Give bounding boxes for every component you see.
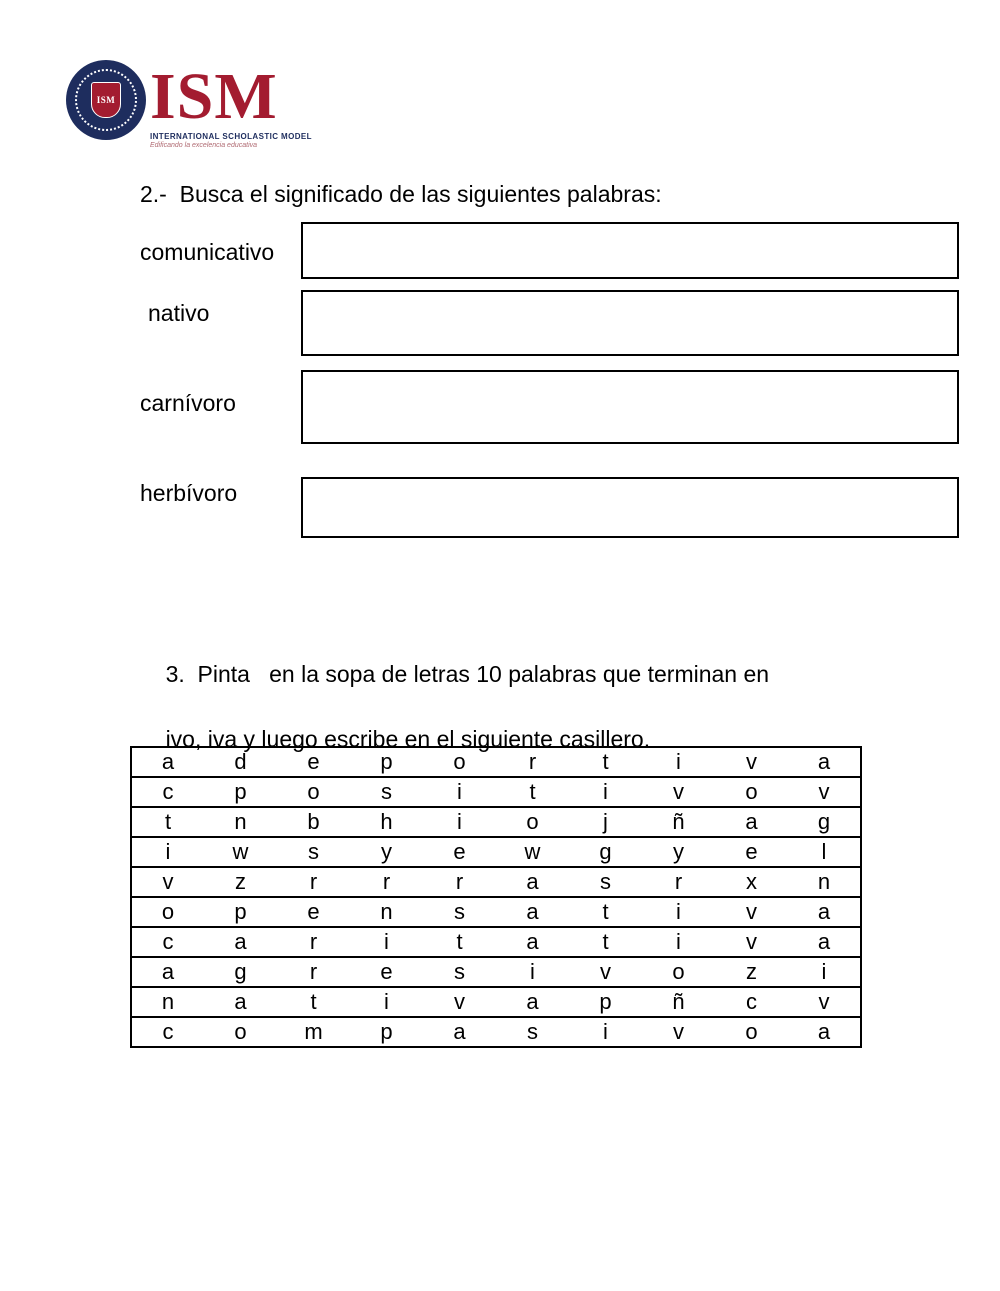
answer-box-comunicativo[interactable] [301,222,959,279]
grid-cell[interactable]: n [131,987,204,1017]
grid-cell[interactable]: s [496,1017,569,1047]
logo-subtitle: INTERNATIONAL SCHOLASTIC MODEL [150,131,312,141]
grid-cell[interactable]: e [423,837,496,867]
grid-cell[interactable]: c [131,927,204,957]
seal-text: ISM [96,95,116,105]
grid-cell[interactable]: i [788,957,861,987]
grid-cell[interactable]: i [423,807,496,837]
grid-row [131,807,861,837]
grid-cell[interactable]: o [642,957,715,987]
grid-cell[interactable]: t [569,897,642,927]
grid-cell[interactable]: h [350,807,423,837]
grid-cell[interactable]: a [788,927,861,957]
answer-box-carnivoro[interactable] [301,370,959,444]
grid-cell[interactable]: v [642,777,715,807]
grid-cell[interactable]: p [350,747,423,777]
grid-cell[interactable]: b [277,807,350,837]
grid-row [131,927,861,957]
grid-cell[interactable]: t [277,987,350,1017]
grid-cell[interactable]: v [569,957,642,987]
grid-cell[interactable]: c [715,987,788,1017]
grid-cell[interactable]: a [204,987,277,1017]
grid-row [131,987,861,1017]
grid-cell[interactable]: a [496,927,569,957]
grid-cell[interactable]: t [496,777,569,807]
grid-cell[interactable]: x [715,867,788,897]
grid-cell[interactable]: r [496,747,569,777]
grid-cell[interactable]: n [788,867,861,897]
grid-cell[interactable]: v [423,987,496,1017]
grid-row [131,1017,861,1047]
grid-cell[interactable]: g [204,957,277,987]
grid-cell[interactable]: a [204,927,277,957]
grid-cell[interactable]: r [277,957,350,987]
grid-cell[interactable]: i [642,747,715,777]
grid-cell[interactable]: v [715,747,788,777]
grid-cell[interactable]: p [569,987,642,1017]
grid-row [131,897,861,927]
grid-cell[interactable]: w [204,837,277,867]
grid-cell[interactable]: i [350,927,423,957]
grid-cell[interactable]: z [715,957,788,987]
grid-cell[interactable]: i [423,777,496,807]
grid-cell[interactable]: e [277,897,350,927]
grid-cell[interactable]: e [277,747,350,777]
grid-cell[interactable]: i [642,927,715,957]
grid-cell[interactable]: i [496,957,569,987]
grid-cell[interactable]: w [496,837,569,867]
school-seal-icon [66,60,146,140]
grid-row [131,867,861,897]
grid-cell[interactable]: ñ [642,987,715,1017]
grid-cell[interactable]: r [423,867,496,897]
grid-cell[interactable]: g [569,837,642,867]
grid-cell[interactable]: d [204,747,277,777]
grid-cell[interactable]: i [642,897,715,927]
grid-cell[interactable]: o [715,1017,788,1047]
grid-cell[interactable]: y [642,837,715,867]
grid-cell[interactable]: c [131,1017,204,1047]
grid-cell[interactable]: m [277,1017,350,1047]
grid-cell[interactable]: p [204,777,277,807]
word-search-grid-body [131,747,861,1047]
grid-row [131,837,861,867]
grid-cell[interactable]: ñ [642,807,715,837]
grid-cell[interactable]: s [423,897,496,927]
grid-cell[interactable]: c [131,777,204,807]
grid-cell[interactable]: v [715,927,788,957]
grid-cell[interactable]: v [642,1017,715,1047]
grid-cell[interactable]: v [715,897,788,927]
grid-cell[interactable]: n [350,897,423,927]
grid-cell[interactable]: v [788,987,861,1017]
school-logo [66,60,312,149]
grid-cell[interactable]: a [131,747,204,777]
grid-cell[interactable]: e [715,837,788,867]
grid-cell[interactable]: i [569,1017,642,1047]
answer-box-herbivoro[interactable] [301,477,959,538]
grid-cell[interactable]: g [788,807,861,837]
grid-cell[interactable]: a [496,987,569,1017]
exercise2-title: 2.- Busca el significado de las siguientes palabras: [140,181,662,207]
grid-cell[interactable]: o [715,777,788,807]
grid-cell[interactable]: o [277,777,350,807]
word-label-nativo: nativo [148,300,210,326]
logo-acronym: ISM [150,60,278,133]
grid-cell[interactable]: a [131,957,204,987]
grid-cell[interactable]: t [569,927,642,957]
grid-cell[interactable]: r [350,867,423,897]
grid-cell[interactable]: i [131,837,204,867]
grid-cell[interactable]: p [204,897,277,927]
grid-cell[interactable]: s [423,957,496,987]
logo-text-block [150,60,312,149]
grid-cell[interactable]: r [277,867,350,897]
grid-cell[interactable]: a [788,747,861,777]
grid-cell[interactable]: o [496,807,569,837]
grid-cell[interactable]: t [569,747,642,777]
grid-cell[interactable]: o [204,1017,277,1047]
grid-cell[interactable]: y [350,837,423,867]
grid-cell[interactable]: i [350,987,423,1017]
word-label-carnivoro: carnívoro [140,390,236,416]
grid-cell[interactable]: o [423,747,496,777]
grid-row [131,957,861,987]
grid-cell[interactable]: a [423,1017,496,1047]
grid-cell[interactable]: a [496,867,569,897]
grid-cell[interactable]: a [496,897,569,927]
grid-cell[interactable]: a [788,1017,861,1047]
grid-cell[interactable]: s [569,867,642,897]
grid-cell[interactable]: t [423,927,496,957]
grid-row [131,747,861,777]
grid-cell[interactable]: a [788,897,861,927]
word-search-table [130,746,862,1048]
exercise3-title-line1: 3. Pinta en la sopa de letras 10 palabras que terminan en [165,661,770,688]
grid-cell[interactable]: v [788,777,861,807]
grid-row [131,777,861,807]
seal-shield-icon [91,82,121,118]
logo-tagline: Edificando la excelencia educativa [150,141,258,149]
grid-cell[interactable]: t [131,807,204,837]
exercise3-title-line2: ivo, iva y luego escribe en el siguiente casillero. [165,725,651,752]
grid-cell[interactable]: n [204,807,277,837]
grid-cell[interactable]: e [350,957,423,987]
grid-cell[interactable]: v [131,867,204,897]
grid-cell[interactable]: r [642,867,715,897]
grid-cell[interactable]: j [569,807,642,837]
word-label-comunicativo: comunicativo [140,239,275,265]
grid-cell[interactable]: o [131,897,204,927]
grid-cell[interactable]: s [350,777,423,807]
answer-box-nativo[interactable] [301,290,959,356]
grid-cell[interactable]: z [204,867,277,897]
grid-cell[interactable]: a [715,807,788,837]
word-label-herbivoro: herbívoro [140,480,238,506]
grid-cell[interactable]: p [350,1017,423,1047]
grid-cell[interactable]: l [788,837,861,867]
grid-cell[interactable]: s [277,837,350,867]
grid-cell[interactable]: r [277,927,350,957]
grid-cell[interactable]: i [569,777,642,807]
